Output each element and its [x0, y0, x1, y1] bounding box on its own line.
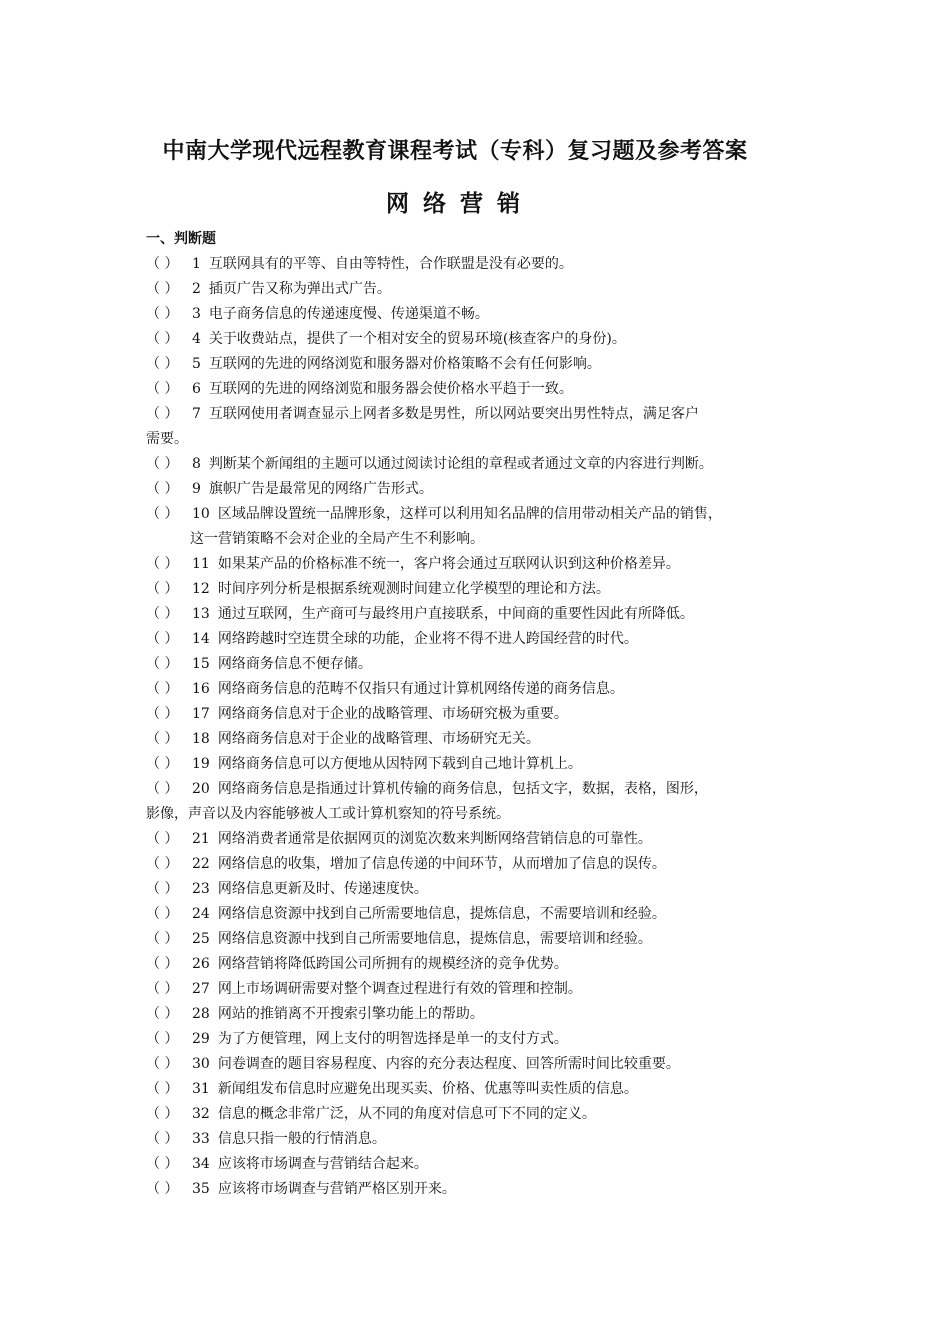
question-item [146, 877, 836, 902]
answer-blank: （ ） [146, 1031, 179, 1047]
question-item [146, 402, 836, 452]
question-text: 网络商务信息对于企业的战略管理、市场研究无关。 [217, 731, 540, 747]
question-text: 旗帜广告是最常见的网络广告形式。 [208, 481, 433, 497]
answer-blank: （ ） [146, 306, 179, 322]
question-number: 7 [192, 406, 201, 422]
question-number: 20 [192, 781, 210, 797]
answer-blank: （ ） [146, 856, 179, 872]
question-text: 网络商务信息的范畴不仅指只有通过计算机网络传递的商务信息。 [217, 681, 624, 697]
question-text: 通过互联网，生产商可与最终用户直接联系，中间商的重要性因此有所降低。 [217, 606, 694, 622]
question-text: 网络商务信息不便存储。 [217, 656, 372, 672]
question-item [146, 977, 836, 1002]
answer-blank: （ ） [146, 581, 179, 597]
question-text: 网络信息的收集，增加了信息传递的中间环节，从而增加了信息的误传。 [217, 856, 666, 872]
answer-blank: （ ） [146, 831, 179, 847]
question-list [146, 252, 836, 1202]
answer-blank: （ ） [146, 756, 179, 772]
question-item [146, 277, 836, 302]
question-item [146, 677, 836, 702]
question-text: 信息只指一般的行情消息。 [217, 1131, 386, 1147]
question-item [146, 1102, 836, 1127]
answer-blank: （ ） [146, 1006, 179, 1022]
answer-blank: （ ） [146, 1131, 179, 1147]
answer-blank: （ ） [146, 1106, 179, 1122]
question-item [146, 777, 836, 827]
question-number: 26 [192, 956, 210, 972]
question-text: 应该将市场调查与营销严格区别开来。 [217, 1181, 456, 1197]
question-item [146, 352, 836, 377]
answer-blank: （ ） [146, 631, 179, 647]
question-item [146, 727, 836, 752]
question-item [146, 752, 836, 777]
question-text: 关于收费站点，提供了一个相对安全的贸易环境(核查客户的身份)。 [208, 331, 626, 347]
question-item [146, 1177, 836, 1202]
answer-blank: （ ） [146, 606, 179, 622]
question-item [146, 627, 836, 652]
question-number: 2 [192, 281, 201, 297]
question-text: 网络信息资源中找到自己所需要地信息，提炼信息，不需要培训和经验。 [217, 906, 666, 922]
question-item [146, 1152, 836, 1177]
question-item [146, 477, 836, 502]
question-item [146, 1077, 836, 1102]
question-number: 24 [192, 906, 210, 922]
question-text: 应该将市场调查与营销结合起来。 [217, 1156, 428, 1172]
question-number: 15 [192, 656, 210, 672]
answer-blank: （ ） [146, 656, 179, 672]
question-number: 11 [192, 556, 210, 572]
question-item [146, 1127, 836, 1152]
question-number: 30 [192, 1056, 210, 1072]
question-text: 网络营销将降低跨国公司所拥有的规模经济的竞争优势。 [217, 956, 568, 972]
question-text-continued: 这一营销策略不会对企业的全局产生不利影响。 [190, 531, 484, 547]
question-text: 问卷调查的题目容易程度、内容的充分表达程度、回答所需时间比较重要。 [217, 1056, 680, 1072]
answer-blank: （ ） [146, 731, 179, 747]
question-number: 8 [192, 456, 201, 472]
question-text: 网站的推销离不开搜索引擎功能上的帮助。 [217, 1006, 484, 1022]
question-item [146, 252, 836, 277]
question-text: 网络信息更新及时、传递速度快。 [217, 881, 428, 897]
question-text: 区域品牌设置统一品牌形象，这样可以利用知名品牌的信用带动相关产品的销售， [217, 506, 722, 522]
answer-blank: （ ） [146, 956, 179, 972]
answer-blank: （ ） [146, 356, 179, 372]
question-item [146, 827, 836, 852]
question-number: 18 [192, 731, 210, 747]
question-number: 5 [192, 356, 201, 372]
question-text: 网络消费者通常是依据网页的浏览次数来判断网络营销信息的可靠性。 [217, 831, 652, 847]
answer-blank: （ ） [146, 881, 179, 897]
document-title: 中南大学现代远程教育课程考试（专科）复习题及参考答案 [162, 139, 748, 164]
question-item [146, 577, 836, 602]
question-text: 网络商务信息是指通过计算机传输的商务信息，包括文字，数据，表格，图形， [217, 781, 708, 797]
question-item [146, 552, 836, 577]
answer-blank: （ ） [146, 481, 179, 497]
question-text: 信息的概念非常广泛，从不同的角度对信息可下不同的定义。 [217, 1106, 596, 1122]
question-number: 13 [192, 606, 210, 622]
question-number: 12 [192, 581, 210, 597]
answer-blank: （ ） [146, 931, 179, 947]
question-number: 17 [192, 706, 210, 722]
question-number: 35 [192, 1181, 210, 1197]
question-text: 互联网的先进的网络浏览和服务器会使价格水平趋于一致。 [208, 381, 573, 397]
question-number: 9 [192, 481, 201, 497]
question-text: 时间序列分析是根据系统观测时间建立化学模型的理论和方法。 [217, 581, 610, 597]
question-text: 插页广告又称为弹出式广告。 [208, 281, 391, 297]
question-number: 29 [192, 1031, 210, 1047]
section-heading: 一、判断题 [146, 231, 216, 247]
answer-blank: （ ） [146, 706, 179, 722]
question-item [146, 952, 836, 977]
question-text: 判断某个新闻组的主题可以通过阅读讨论组的章程或者通过文章的内容进行判断。 [208, 456, 713, 472]
question-item [146, 302, 836, 327]
question-text: 网络商务信息可以方便地从因特网下载到自己地计算机上。 [217, 756, 582, 772]
question-text: 如果某产品的价格标准不统一，客户将会通过互联网认识到这种价格差异。 [217, 556, 680, 572]
question-text-continued: 需要。 [146, 431, 188, 447]
question-text: 电子商务信息的传递速度慢、传递渠道不畅。 [208, 306, 489, 322]
question-number: 23 [192, 881, 210, 897]
answer-blank: （ ） [146, 1156, 179, 1172]
question-text: 网络跨越时空连贯全球的功能，企业将不得不进人跨国经营的时代。 [217, 631, 638, 647]
question-text: 新闻组发布信息时应避免出现买卖、价格、优惠等叫卖性质的信息。 [217, 1081, 638, 1097]
question-item [146, 852, 836, 877]
question-number: 4 [192, 331, 201, 347]
answer-blank: （ ） [146, 906, 179, 922]
question-number: 3 [192, 306, 201, 322]
question-item [146, 1052, 836, 1077]
question-number: 16 [192, 681, 210, 697]
question-item [146, 927, 836, 952]
answer-blank: （ ） [146, 381, 179, 397]
question-number: 25 [192, 931, 210, 947]
question-item [146, 902, 836, 927]
answer-blank: （ ） [146, 331, 179, 347]
question-item [146, 377, 836, 402]
course-title: 网络营销 [386, 191, 534, 217]
question-number: 33 [192, 1131, 210, 1147]
question-number: 27 [192, 981, 210, 997]
answer-blank: （ ） [146, 681, 179, 697]
question-number: 32 [192, 1106, 210, 1122]
question-text: 互联网的先进的网络浏览和服务器对价格策略不会有任何影响。 [208, 356, 601, 372]
question-item [146, 502, 836, 552]
question-text: 网络商务信息对于企业的战略管理、市场研究极为重要。 [217, 706, 568, 722]
answer-blank: （ ） [146, 256, 179, 272]
question-number: 19 [192, 756, 210, 772]
question-item [146, 327, 836, 352]
question-number: 21 [192, 831, 210, 847]
question-number: 31 [192, 1081, 210, 1097]
answer-blank: （ ） [146, 781, 179, 797]
question-number: 14 [192, 631, 210, 647]
answer-blank: （ ） [146, 981, 179, 997]
answer-blank: （ ） [146, 406, 179, 422]
answer-blank: （ ） [146, 281, 179, 297]
question-text: 互联网具有的平等、自由等特性，合作联盟是没有必要的。 [208, 256, 573, 272]
answer-blank: （ ） [146, 1056, 179, 1072]
question-item [146, 702, 836, 727]
question-number: 28 [192, 1006, 210, 1022]
question-text: 为了方便管理，网上支付的明智选择是单一的支付方式。 [217, 1031, 568, 1047]
question-item [146, 1002, 836, 1027]
answer-blank: （ ） [146, 456, 179, 472]
question-item [146, 652, 836, 677]
question-item [146, 1027, 836, 1052]
question-text: 互联网使用者调查显示上网者多数是男性，所以网站要突出男性特点，满足客户 [208, 406, 699, 422]
answer-blank: （ ） [146, 1181, 179, 1197]
question-item [146, 602, 836, 627]
answer-blank: （ ） [146, 556, 179, 572]
answer-blank: （ ） [146, 1081, 179, 1097]
question-item [146, 452, 836, 477]
question-number: 34 [192, 1156, 210, 1172]
question-number: 10 [192, 506, 210, 522]
question-text-continued: 影像，声音以及内容能够被人工或计算机察知的符号系统。 [146, 806, 510, 822]
question-number: 6 [192, 381, 201, 397]
question-text: 网络信息资源中找到自己所需要地信息，提炼信息，需要培训和经验。 [217, 931, 652, 947]
question-text: 网上市场调研需要对整个调查过程进行有效的管理和控制。 [217, 981, 582, 997]
question-number: 1 [192, 256, 201, 272]
question-number: 22 [192, 856, 210, 872]
answer-blank: （ ） [146, 506, 179, 522]
